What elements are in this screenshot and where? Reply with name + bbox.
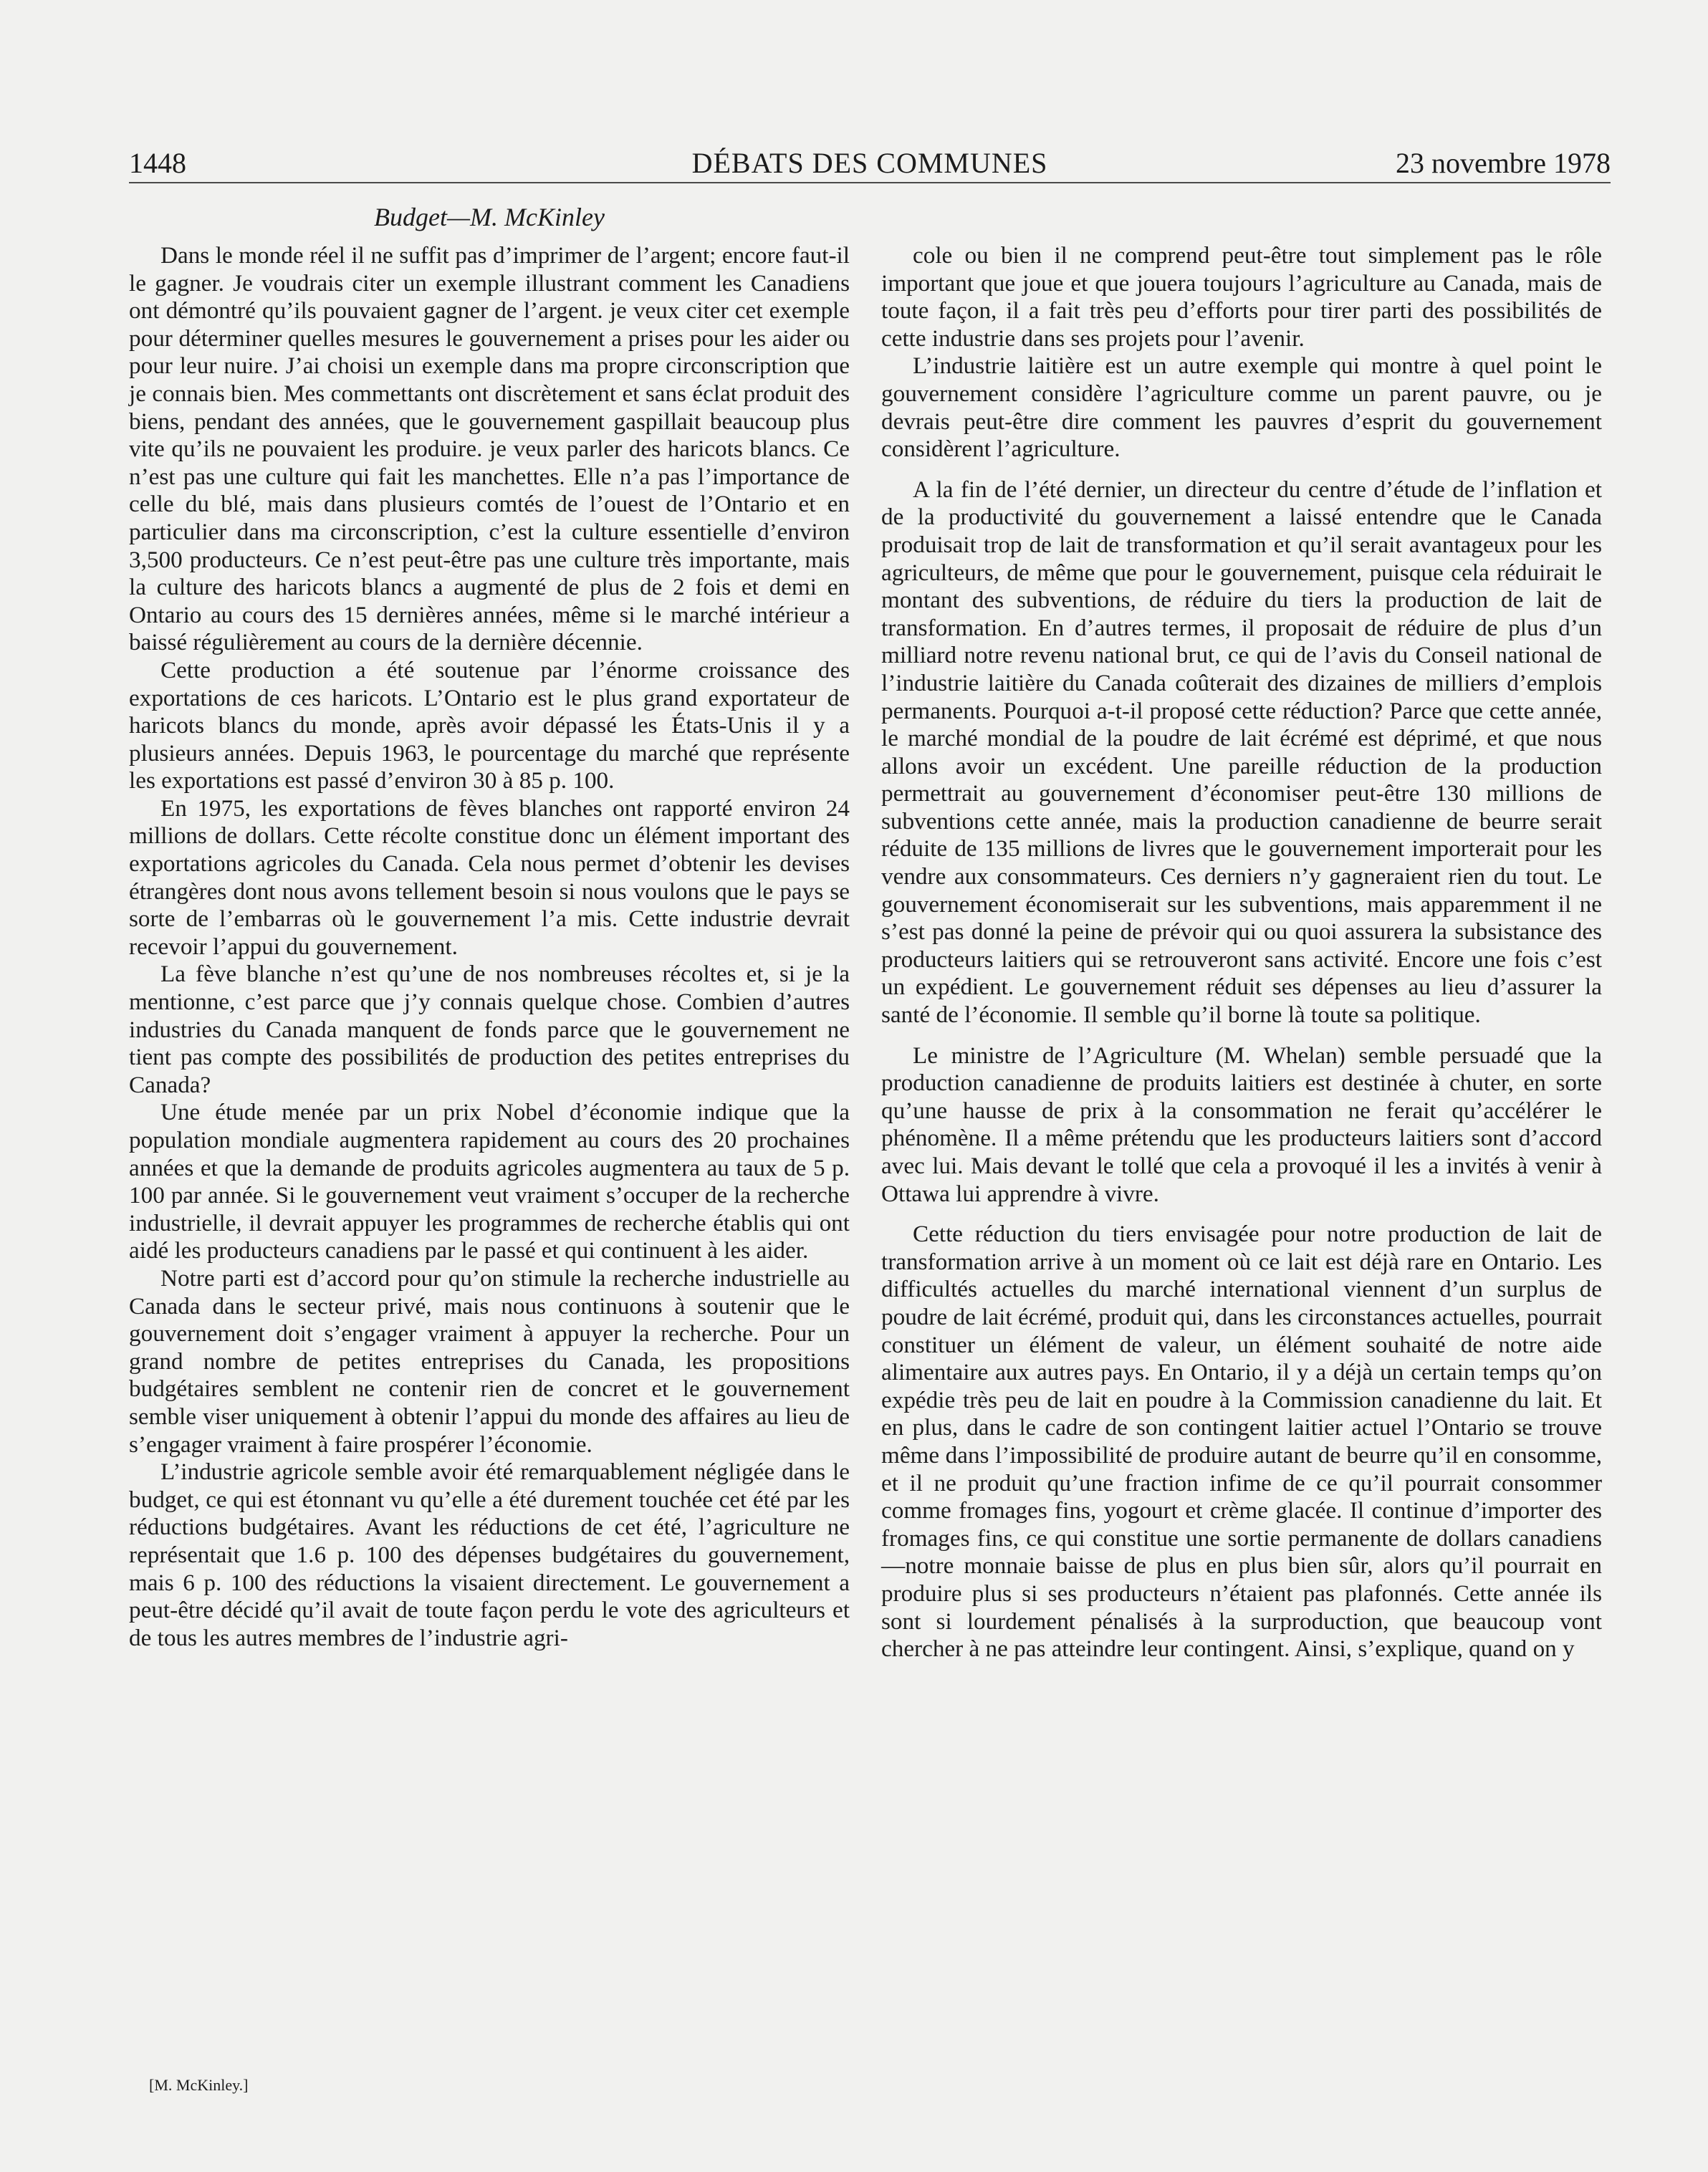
- paragraph: La fève blanche n’est qu’une de nos nombreuses récoltes et, si je la mentionne, c’est parce que j’y connais quelque chose. Combien d’autres industries du Canada manquent de fonds parce que le gouvernement ne tient pas compte des possibilités de production des petites entreprises du Canada?: [129, 961, 850, 1098]
- paragraph: A la fin de l’été dernier, un directeur du centre d’étude de l’inflation et de la productivité du gouvernement a laissé entendre que le Canada produisait trop de lait de transformation et qu’il serait avantageux pour les agriculteurs, de même que pour le gouvernement, puisque cela réduirait le montant des subventions, de réduire du tiers la production de lait de transformation. En d’autres termes, il proposait de réduire de plus d’un milliard notre revenu national brut, ce qui de l’avis du Conseil national de l’industrie laitière du Canada coûterait des dizaines de milliers d’emplois permanents. Pourquoi a-t-il proposé cette réduction? Parce que cette année, le marché mondial de la poudre de lait écrémé est déprimé, et que nous allons avoir un excédent. Une pareille réduction de la production permettrait au gouvernement d’économiser peut-être 130 millions de subventions cette année, mais la production canadienne de beurre serait réduite de 135 millions de livres que le gouvernement importerait pour les vendre aux consommateurs. Ces derniers n’y gagneraient rien du tout. Le gouvernement économiserait sur les subventions, mais apparemment il ne s’est pas donné la peine de prévoir qui ou quoi assurera la subsistance des producteurs laitiers qui se retrouveront sans activité. Encore une fois c’est un expédient. Le gouvernement réduit ses dépenses au lieu d’assurer la santé de l’économie. Il semble qu’il borne là toute sa politique.: [881, 476, 1602, 1029]
- paragraph: L’industrie agricole semble avoir été remarquablement négligée dans le budget, ce qui est étonnant vu qu’elle a été durement touchée cet été par les réductions budgétaires. Avant les réductions de cet été, l’agriculture ne représentait que 1.6 p. 100 des dépenses budgétaires du gouvernement, mais 6 p. 100 des réductions la visaient directement. Le gouvernement a peut-être décidé qu’il avait de toute façon perdu le vote des agriculteurs et de tous les autres membres de l’industrie agri-: [129, 1459, 850, 1651]
- paragraph: Dans le monde réel il ne suffit pas d’imprimer de l’argent; encore faut-il le gagner. Je voudrais citer un exemple illustrant comment les Canadiens ont démontré qu’ils pouvaient gagner de l’argent. je veux citer cet exemple pour déterminer quelles mesures le gouvernement a prises pour les aider ou pour leur nuire. J’ai choisi un exemple dans ma propre circonscription que je connais bien. Mes commettants ont discrètement et sans éclat produit des biens, pendant des années, que le gouvernement gaspillait beaucoup plus vite qu’ils ne pouvaient les produire. je veux parler des haricots blancs. Ce n’est pas une culture qui fait les manchettes. Elle n’a pas l’importance de celle du blé, mais dans plusieurs comtés de l’ouest de l’Ontario et en particulier dans ma circonscription, c’est la culture essentielle d’environ 3,500 producteurs. Ce n’est peut-être pas une culture très importante, mais la culture des haricots blancs a augmenté de plus de 2 fois et demi en Ontario au cours des 15 dernières années, même si le marché intérieur a baissé régulièrement au cours de la dernière décennie.: [129, 242, 850, 656]
- speaker-note: [M. McKinley.]: [149, 2076, 249, 2094]
- paragraph: Le ministre de l’Agriculture (M. Whelan) semble persuadé que la production canadienne de produits laitiers est destinée à chuter, en sorte qu’une hausse de prix à la consommation ne ferait qu’accélérer le phénomène. Il a même prétendu que les producteurs laitiers sont d’accord avec lui. Mais devant le tollé que cela a provoqué il les a invités à venir à Ottawa lui apprendre à vivre.: [881, 1042, 1602, 1207]
- paragraph: Une étude menée par un prix Nobel d’économie indique que la population mondiale augmentera rapidement au cours des 20 prochaines années et que la demande de produits agricoles augmentera au taux de 5 p. 100 par année. Si le gouvernement veut vraiment s’occuper de la recherche industrielle, il devrait appuyer les programmes de recherche établis qui ont aidé les producteurs canadiens par le passé et qui continuent à les aider.: [129, 1099, 850, 1264]
- running-header: [129, 146, 1611, 181]
- paragraph: Cette réduction du tiers envisagée pour notre production de lait de transformation arrive à un moment où ce lait est déjà rare en Ontario. Les difficultés actuelles du marché international viennent d’un surplus de poudre de lait écrémé, produit qui, dans les circonstances actuelles, pourrait constituer un élément de valeur, un élément souhaité de notre aide alimentaire aux autres pays. En Ontario, il y a déjà un certain temps qu’on expédie très peu de lait en poudre à la Commission canadienne du lait. Et en plus, dans le cadre de son contingent laitier actuel l’Ontario se trouve même dans l’impossibilité de produire autant de beurre qu’il en consomme, et il ne produit qu’une fraction infime de ce qu’il pourrait consommer comme fromages fins, yogourt et crème glacée. Il continue d’importer des fromages fins, ce qui constitue une sortie permanente de dollars canadiens—notre monnaie baisse de plus en plus bien sûr, alors qu’il pourrait en produire plus si ses producteurs n’étaient pas plafonnés. Cette année ils sont si lourdement pénalisés à la surproduction, que beaucoup vont chercher à ne pas atteindre leur contingent. Ainsi, s’explique, quand on y: [881, 1221, 1602, 1663]
- paragraph: Notre parti est d’accord pour qu’on stimule la recherche industrielle au Canada dans le secteur privé, mais nous continuons à soutenir que le gouvernement doit s’engager vraiment à appuyer la recherche. Pour un grand nombre de petites entreprises du Canada, les propositions budgétaires semblent ne contenir rien de concret et le gouvernement semble viser uniquement à obtenir l’appui du monde des affaires au lieu de s’engager vraiment à faire prospérer l’économie.: [129, 1264, 850, 1458]
- page-number: 1448: [129, 147, 186, 179]
- left-column: [129, 242, 850, 1652]
- journal-title: DÉBATS DES COMMUNES: [691, 147, 1048, 179]
- paragraph: Cette production a été soutenue par l’énorme croissance des exportations de ces haricots. L’Ontario est le plus grand exportateur de haricots blancs du monde, après avoir dépassé les États-Unis il y a plusieurs années. Depuis 1963, le pourcentage du marché que représente les exportations est passé d’environ 30 à 85 p. 100.: [129, 656, 850, 794]
- paragraph: L’industrie laitière est un autre exemple qui montre à quel point le gouvernement considère l’agriculture comme un parent pauvre, ou je devrais peut-être dire comment les pauvres d’esprit du gouvernement considèrent l’agriculture.: [881, 352, 1602, 463]
- section-subhead: Budget—M. McKinley: [374, 203, 605, 231]
- paragraph: cole ou bien il ne comprend peut-être tout simplement pas le rôle important que joue et que jouera toujours l’agriculture au Canada, mais de toute façon, il a fait très peu d’efforts pour tirer parti des possibilités de cette industrie dans ses projets pour l’avenir.: [881, 242, 1602, 352]
- header-date: 23 novembre 1978: [1396, 147, 1611, 179]
- paragraph: En 1975, les exportations de fèves blanches ont rapporté environ 24 millions de dollars. Cette récolte constitue donc un élément important des exportations agricoles du Canada. Cela nous permet d’obtenir les devises étrangères dont nous avons tellement besoin si nous voulons que le pays se sorte de l’embarras où le gouvernement l’a mis. Cette industrie devrait recevoir l’appui du gouvernement.: [129, 794, 850, 960]
- right-column: [881, 242, 1602, 1663]
- header-rule: [129, 182, 1611, 183]
